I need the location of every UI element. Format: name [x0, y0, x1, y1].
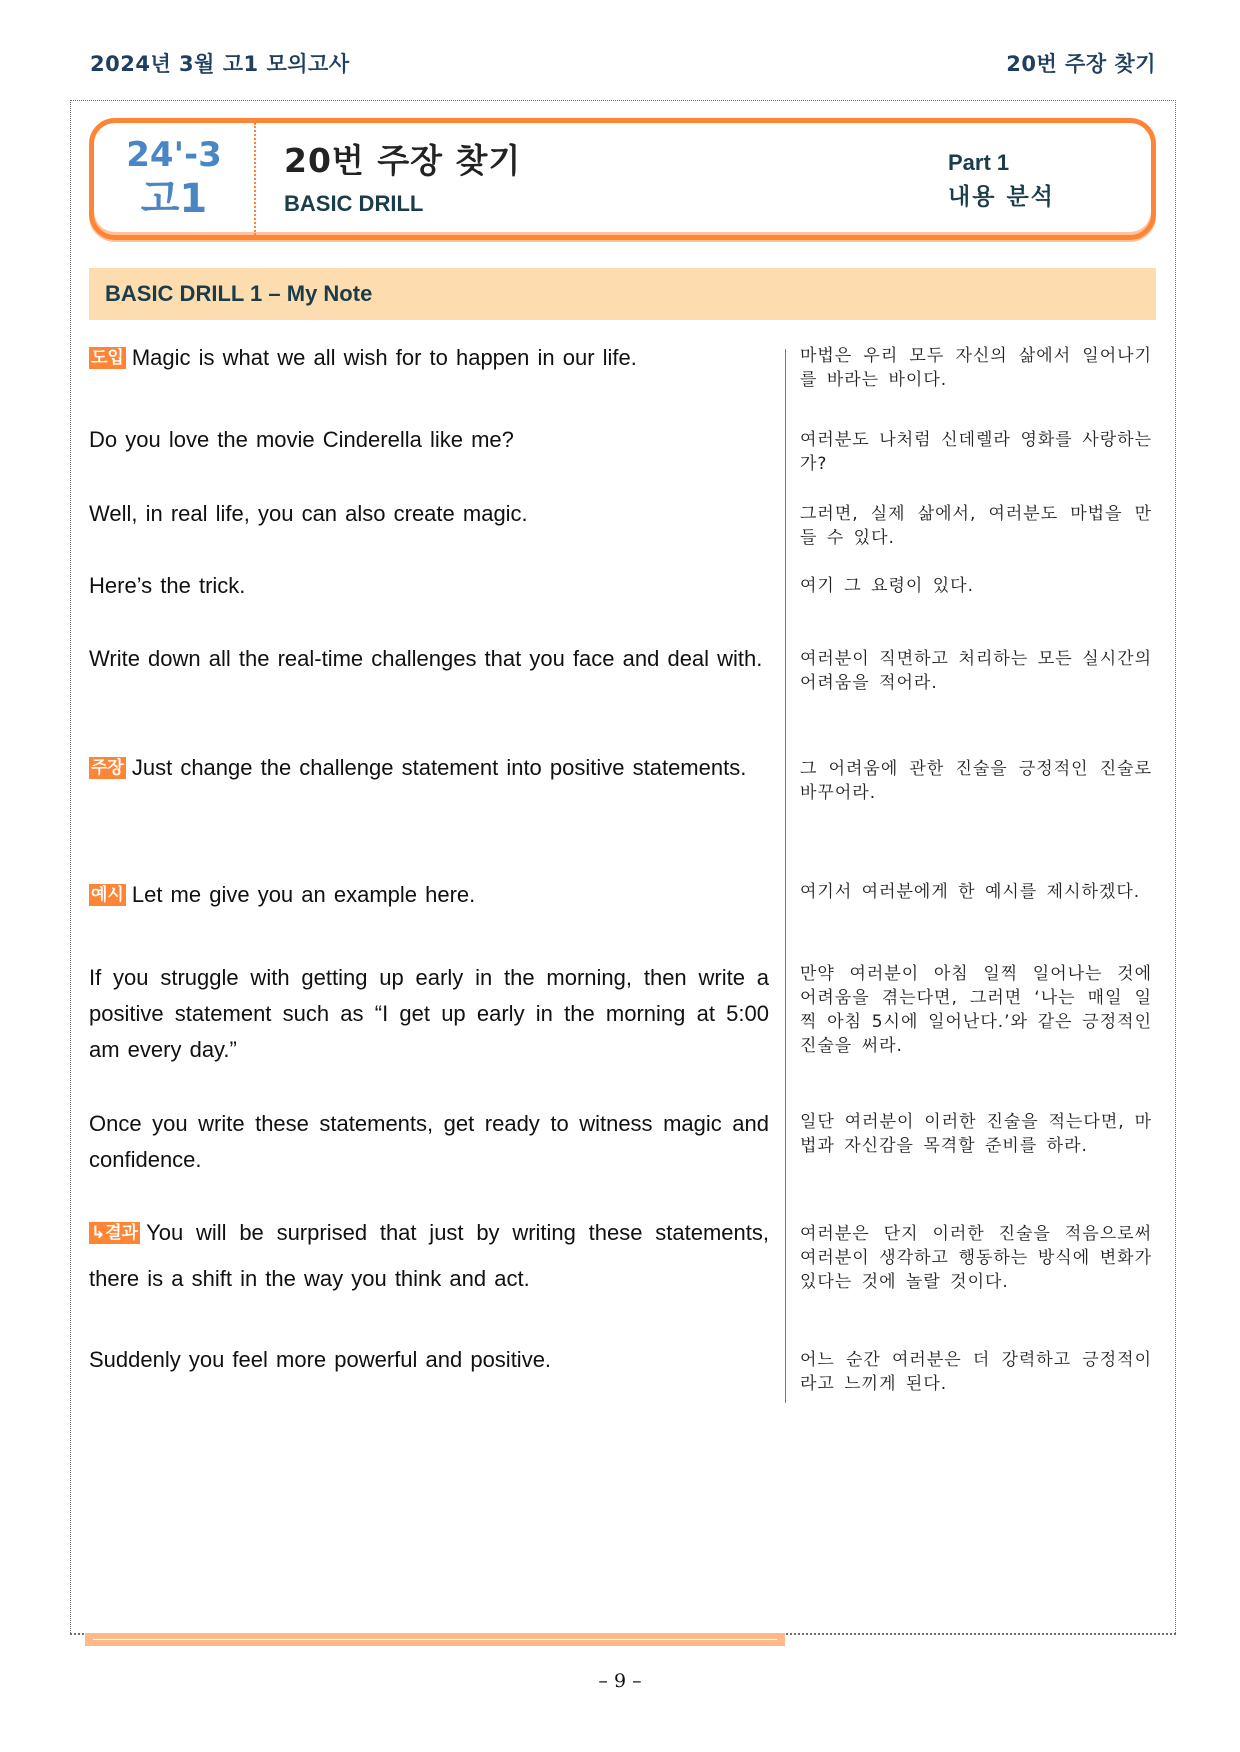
exam-grade: 고1	[140, 176, 208, 222]
page-subtitle: BASIC DRILL	[284, 191, 424, 216]
column-divider	[785, 349, 786, 1403]
sentence-en: If you struggle with getting up early in the morning, then write a positive statement such as “I get up early in the morning at 5:00 am every day.”	[89, 965, 769, 1062]
sentence-en: Once you write these statements, get ready to witness magic and confidence.	[89, 1111, 769, 1172]
exam-badge	[94, 123, 256, 235]
tag-claim: 주장	[91, 758, 124, 778]
tag-example: 예시	[91, 885, 124, 905]
part-block	[948, 147, 1055, 215]
drill-title: BASIC DRILL 1 – My Note	[105, 281, 373, 306]
sentence-ko: 여러분이 직면하고 처리하는 모든 실시간의 어려움을 적어라.	[800, 649, 1152, 693]
sentence-en: Write down all the real-time challenges that you face and deal with.	[89, 646, 763, 671]
sentence-ko: 어느 순간 여러분은 더 강력하고 긍정적이라고 느끼게 된다.	[800, 1350, 1152, 1394]
sentence-ko: 그 어려움에 관한 진술을 긍정적인 진술로 바꾸어라.	[800, 759, 1152, 803]
sentence-ko: 일단 여러분이 이러한 진술을 적는다면, 마법과 자신감을 목격할 준비를 하라.	[800, 1112, 1152, 1156]
footer-accent-bar	[85, 1633, 785, 1646]
page-title: 20번 주장 찾기	[284, 141, 522, 180]
question-topic: 20번 주장 찾기	[1006, 52, 1156, 76]
sentence-ko: 만약 여러분이 아침 일찍 일어나는 것에 어려움을 겪는다면, 그러면 ‘나는 매일 일찍 아침 5시에 일어난다.’와 같은 긍정적인 진술을 써라.	[800, 964, 1153, 1056]
sentence-ko: 여러분도 나처럼 신데렐라 영화를 사랑하는가?	[800, 430, 1152, 474]
title-box	[89, 118, 1156, 240]
part-label: Part 1	[948, 150, 1010, 175]
sentence-en: 예시 Let me give you an example here.	[91, 882, 476, 907]
sentence-en: Here’s the trick.	[89, 573, 246, 598]
tag-intro: 도입	[91, 348, 124, 368]
tag-result: ↳결과	[91, 1223, 139, 1243]
drill-section-header	[89, 268, 1156, 320]
sentence-ko: 여러분은 단지 이러한 진술을 적음으로써 여러분이 생각하고 행동하는 방식에 변화가 있다는 것에 놀랄 것이다.	[800, 1224, 1152, 1292]
sentence-en: ↳결과 You will be surprised that just by writing these statements, there is a shift in the way you think and act.	[89, 1220, 769, 1291]
sentence-en: 도입 Magic is what we all wish for to happen in our life.	[91, 345, 637, 370]
sentence-ko: 여기서 여러분에게 한 예시를 제시하겠다.	[800, 882, 1141, 902]
sentence-en: Suddenly you feel more powerful and positive.	[89, 1347, 552, 1372]
title-block	[284, 139, 521, 217]
sentence-en: Do you love the movie Cinderella like me?	[89, 427, 514, 452]
sentence-ko: 여기 그 요령이 있다.	[800, 576, 974, 596]
page-number: – 9 –	[598, 1670, 642, 1692]
running-header	[90, 46, 1156, 80]
exam-name: 2024년 3월 고1 모의고사	[90, 52, 350, 76]
page-frame	[70, 100, 1176, 1633]
section-label: 내용 분석	[948, 184, 1055, 210]
sentence-ko: 마법은 우리 모두 자신의 삶에서 일어나기를 바라는 바이다.	[800, 346, 1152, 390]
exam-year: 24'-3	[126, 135, 222, 175]
sentence-ko: 그러면, 실제 삶에서, 여러분도 마법을 만들 수 있다.	[800, 504, 1152, 548]
sentence-en: 주장 Just change the challenge statement into positive statements.	[91, 755, 747, 780]
sentence-en: Well, in real life, you can also create magic.	[89, 501, 528, 526]
